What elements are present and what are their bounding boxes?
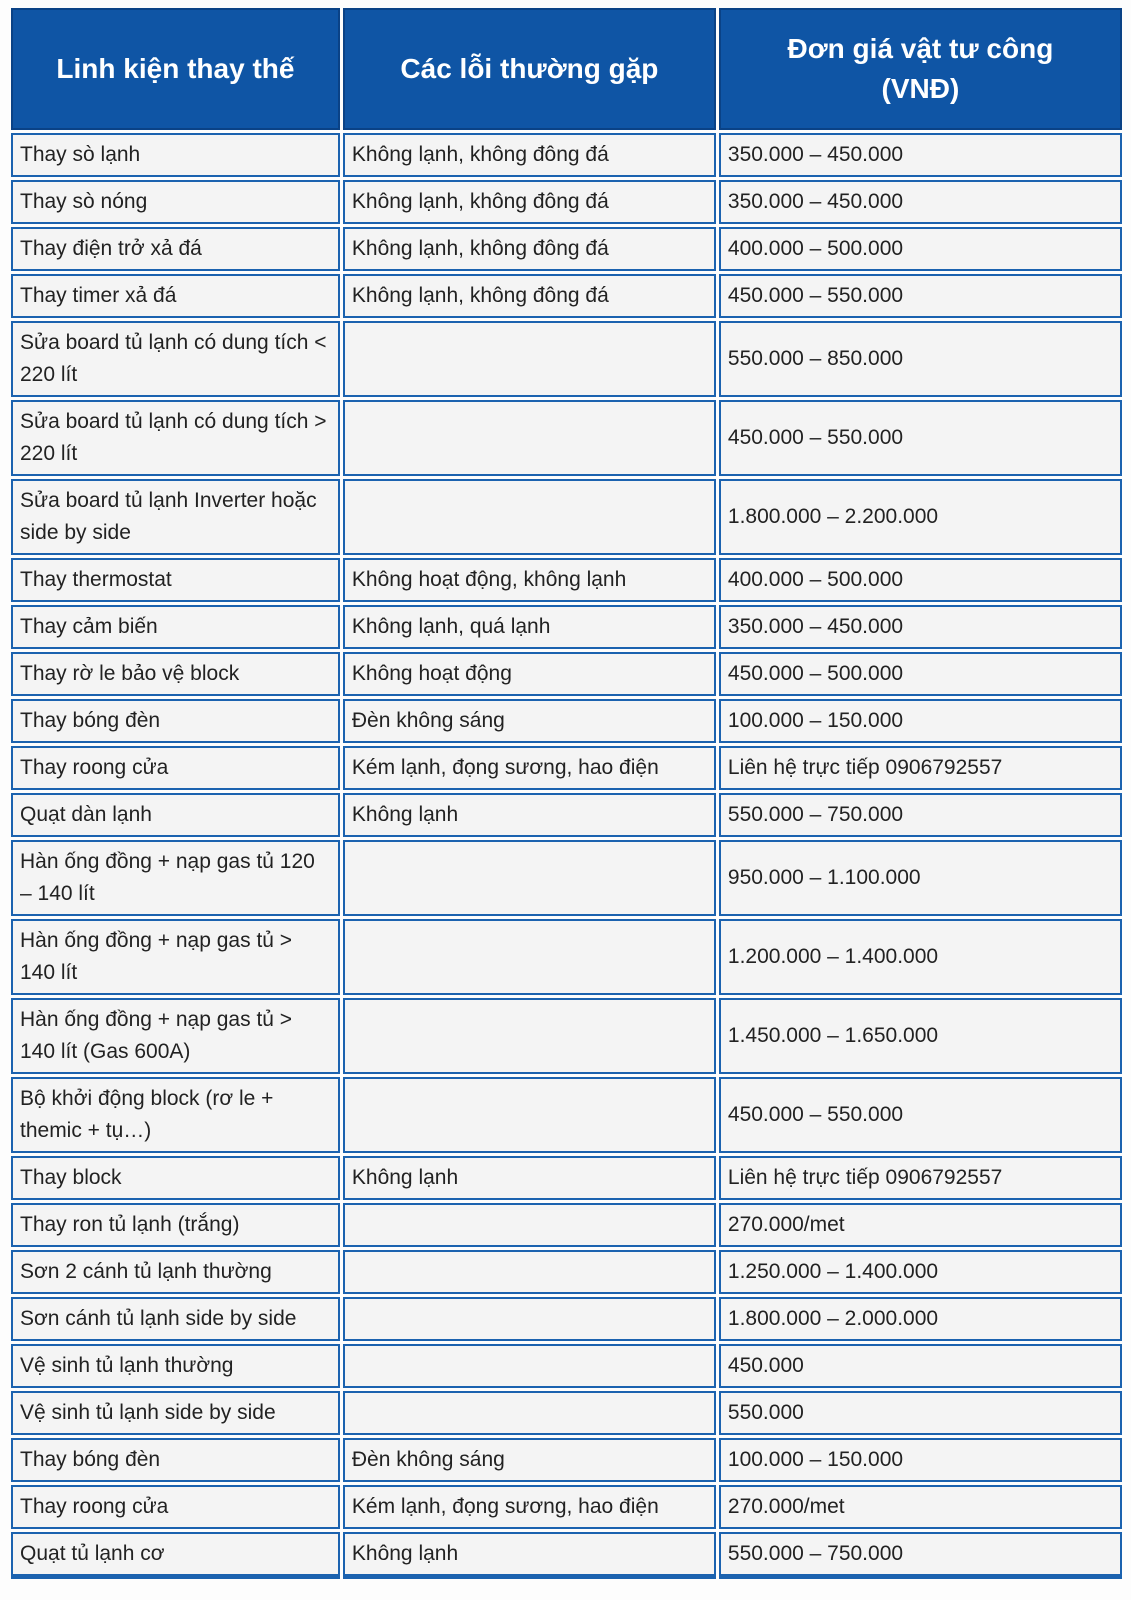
- table-cell-part: Thay bóng đèn: [11, 1438, 340, 1482]
- table-cell-price: 550.000 – 750.000: [719, 793, 1122, 837]
- table-row: [11, 1344, 1122, 1388]
- column-header-part-label: Linh kiện thay thế: [56, 53, 295, 84]
- table-cell-part: Thay bóng đèn: [11, 699, 340, 743]
- table-cell-price: 550.000 – 750.000: [719, 1532, 1122, 1579]
- table-cell-part: Hàn ống đồng + nạp gas tủ > 140 lít: [11, 919, 340, 995]
- table-row: [11, 793, 1122, 837]
- table-cell-price: 1.200.000 – 1.400.000: [719, 919, 1122, 995]
- table-cell-price: 550.000 – 850.000: [719, 321, 1122, 397]
- column-header-price-label: Đơn giá vật tư công (VNĐ): [787, 33, 1054, 104]
- table-cell-price: 400.000 – 500.000: [719, 227, 1122, 271]
- table-cell-fault: Đèn không sáng: [343, 699, 716, 743]
- table-cell-part: Sửa board tủ lạnh Inverter hoặc side by side: [11, 479, 340, 555]
- table-cell-price: 1.800.000 – 2.000.000: [719, 1297, 1122, 1341]
- table-cell-fault: Không lạnh: [343, 1156, 716, 1200]
- table-row: [11, 1203, 1122, 1247]
- table-cell-price: 450.000: [719, 1344, 1122, 1388]
- table-cell-fault: [343, 919, 716, 995]
- table-cell-price: 270.000/met: [719, 1203, 1122, 1247]
- price-table: [8, 5, 1125, 1582]
- table-row: [11, 180, 1122, 224]
- table-cell-fault: [343, 1297, 716, 1341]
- table-cell-price: 350.000 – 450.000: [719, 605, 1122, 649]
- table-cell-fault: Không lạnh, không đông đá: [343, 180, 716, 224]
- table-cell-price: 450.000 – 550.000: [719, 400, 1122, 476]
- table-cell-part: Sửa board tủ lạnh có dung tích < 220 lít: [11, 321, 340, 397]
- table-row: [11, 1250, 1122, 1294]
- table-row: [11, 1156, 1122, 1200]
- table-cell-part: Hàn ống đồng + nạp gas tủ 120 – 140 lít: [11, 840, 340, 916]
- table-cell-fault: [343, 321, 716, 397]
- table-cell-part: Thay thermostat: [11, 558, 340, 602]
- table-cell-price: 350.000 – 450.000: [719, 180, 1122, 224]
- table-row: [11, 1391, 1122, 1435]
- table-cell-fault: Không lạnh, quá lạnh: [343, 605, 716, 649]
- table-row: [11, 558, 1122, 602]
- table-cell-fault: [343, 998, 716, 1074]
- column-header-price: [719, 8, 1122, 130]
- table-cell-price: 400.000 – 500.000: [719, 558, 1122, 602]
- table-cell-fault: Không hoạt động: [343, 652, 716, 696]
- table-row: [11, 919, 1122, 995]
- table-cell-part: Thay roong cửa: [11, 746, 340, 790]
- table-row: [11, 1485, 1122, 1529]
- table-cell-fault: Không lạnh: [343, 793, 716, 837]
- table-cell-fault: Kém lạnh, đọng sương, hao điện: [343, 1485, 716, 1529]
- table-row: [11, 1438, 1122, 1482]
- table-cell-fault: Đèn không sáng: [343, 1438, 716, 1482]
- table-cell-fault: [343, 1391, 716, 1435]
- table-cell-part: Thay điện trở xả đá: [11, 227, 340, 271]
- column-header-fault: [343, 8, 716, 130]
- table-cell-price: 1.250.000 – 1.400.000: [719, 1250, 1122, 1294]
- table-cell-part: Thay rờ le bảo vệ block: [11, 652, 340, 696]
- table-cell-price: 450.000 – 550.000: [719, 1077, 1122, 1153]
- table-row: [11, 746, 1122, 790]
- table-row: [11, 1077, 1122, 1153]
- table-cell-part: Thay cảm biến: [11, 605, 340, 649]
- header-row: [11, 8, 1122, 130]
- table-cell-fault: Không lạnh: [343, 1532, 716, 1579]
- table-cell-part: Thay block: [11, 1156, 340, 1200]
- table-cell-fault: [343, 840, 716, 916]
- table-cell-part: Sơn 2 cánh tủ lạnh thường: [11, 1250, 340, 1294]
- table-cell-price: Liên hệ trực tiếp 0906792557: [719, 1156, 1122, 1200]
- table-cell-price: 1.450.000 – 1.650.000: [719, 998, 1122, 1074]
- table-cell-part: Bộ khởi động block (rơ le + themic + tụ…): [11, 1077, 340, 1153]
- table-row: [11, 840, 1122, 916]
- table-row: [11, 133, 1122, 177]
- table-cell-fault: Kém lạnh, đọng sương, hao điện: [343, 746, 716, 790]
- table-cell-fault: [343, 1344, 716, 1388]
- table-cell-part: Quạt dàn lạnh: [11, 793, 340, 837]
- table-cell-price: 950.000 – 1.100.000: [719, 840, 1122, 916]
- table-cell-part: Thay timer xả đá: [11, 274, 340, 318]
- table-row: [11, 227, 1122, 271]
- table-cell-part: Sửa board tủ lạnh có dung tích > 220 lít: [11, 400, 340, 476]
- table-cell-price: 450.000 – 550.000: [719, 274, 1122, 318]
- table-cell-price: 1.800.000 – 2.200.000: [719, 479, 1122, 555]
- table-cell-price: Liên hệ trực tiếp 0906792557: [719, 746, 1122, 790]
- table-cell-part: Hàn ống đồng + nạp gas tủ > 140 lít (Gas 600A): [11, 998, 340, 1074]
- table-row: [11, 652, 1122, 696]
- table-cell-fault: Không hoạt động, không lạnh: [343, 558, 716, 602]
- table-cell-price: 100.000 – 150.000: [719, 699, 1122, 743]
- table-cell-price: 270.000/met: [719, 1485, 1122, 1529]
- table-cell-price: 450.000 – 500.000: [719, 652, 1122, 696]
- table-header: [11, 8, 1122, 130]
- table-cell-price: 100.000 – 150.000: [719, 1438, 1122, 1482]
- table-row: [11, 400, 1122, 476]
- table-cell-fault: [343, 1203, 716, 1247]
- table-row: [11, 1297, 1122, 1341]
- table-cell-part: Vệ sinh tủ lạnh side by side: [11, 1391, 340, 1435]
- table-cell-part: Thay sò lạnh: [11, 133, 340, 177]
- table-cell-fault: Không lạnh, không đông đá: [343, 133, 716, 177]
- table-row: [11, 479, 1122, 555]
- table-cell-fault: Không lạnh, không đông đá: [343, 227, 716, 271]
- table-body: [11, 133, 1122, 1579]
- table-cell-price: 550.000: [719, 1391, 1122, 1435]
- table-row: [11, 998, 1122, 1074]
- table-cell-part: Sơn cánh tủ lạnh side by side: [11, 1297, 340, 1341]
- table-cell-fault: [343, 1077, 716, 1153]
- table-row: [11, 321, 1122, 397]
- column-header-fault-label: Các lỗi thường gặp: [400, 53, 659, 84]
- column-header-part: [11, 8, 340, 130]
- table-row: [11, 699, 1122, 743]
- table-row: [11, 1532, 1122, 1579]
- table-cell-fault: [343, 1250, 716, 1294]
- table-cell-fault: Không lạnh, không đông đá: [343, 274, 716, 318]
- table-cell-part: Vệ sinh tủ lạnh thường: [11, 1344, 340, 1388]
- table-cell-fault: [343, 400, 716, 476]
- table-cell-fault: [343, 479, 716, 555]
- table-cell-part: Thay ron tủ lạnh (trắng): [11, 1203, 340, 1247]
- table-row: [11, 274, 1122, 318]
- table-cell-part: Thay roong cửa: [11, 1485, 340, 1529]
- table-cell-part: Quạt tủ lạnh cơ: [11, 1532, 340, 1579]
- table-cell-part: Thay sò nóng: [11, 180, 340, 224]
- table-cell-price: 350.000 – 450.000: [719, 133, 1122, 177]
- table-row: [11, 605, 1122, 649]
